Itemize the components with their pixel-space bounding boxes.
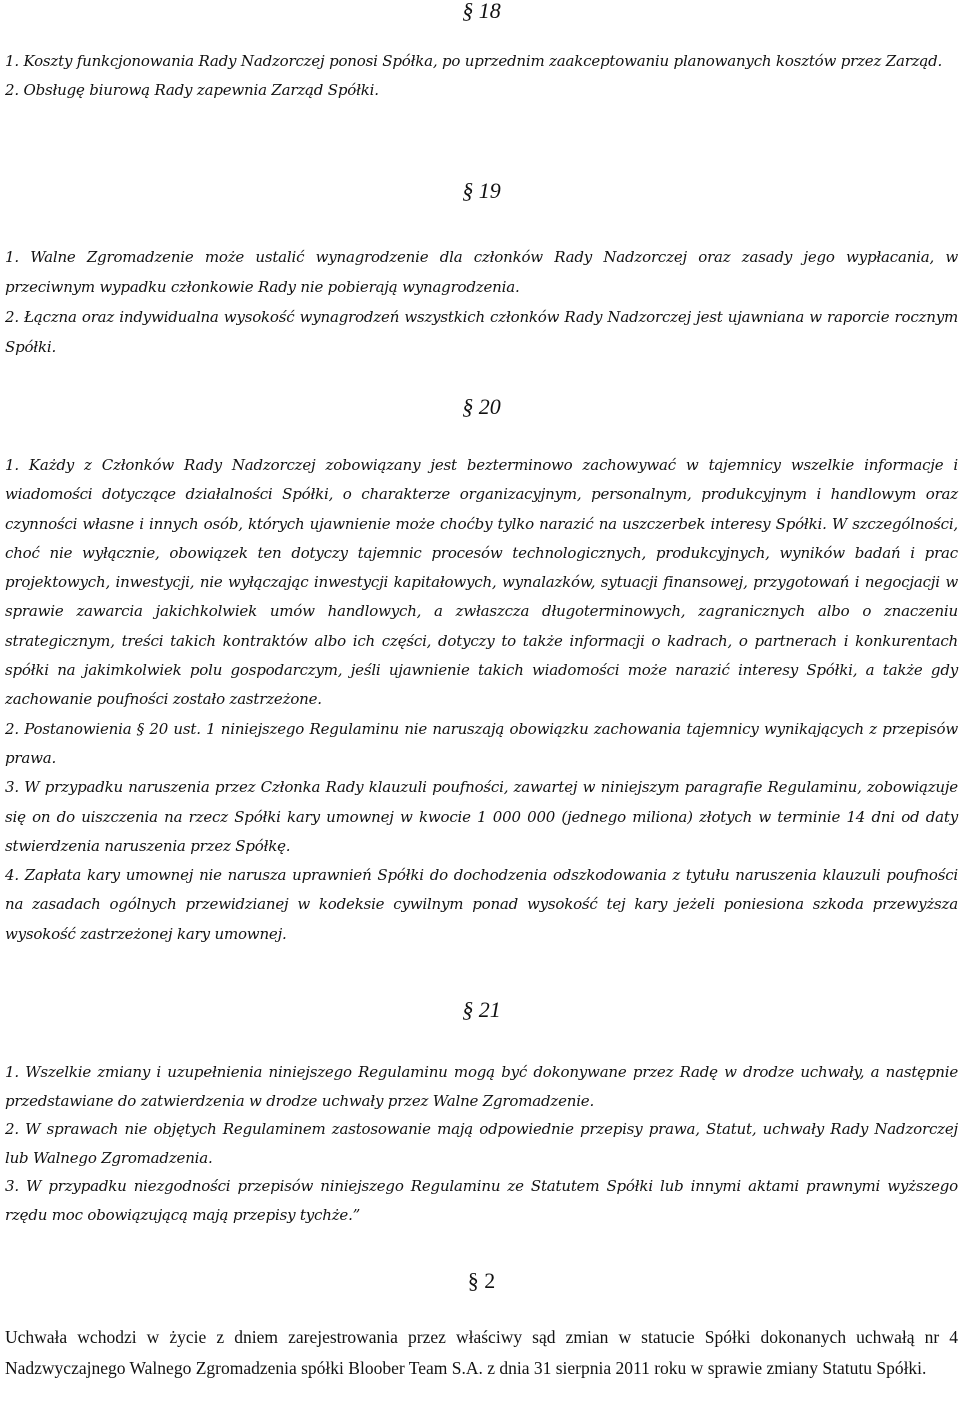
paragraph: 1. Koszty funkcjonowania Rady Nadzorczej ponosi Spółka, po uprzednim zaakceptowaniu planowanych kosztów przez Zarząd. (5, 52, 943, 70)
paragraph: 2. Postanowienia § 20 ust. 1 niniejszego Regulaminu nie naruszają obowiązku zachowania tajemnicy wynikających z przepisów prawa. (5, 719, 958, 767)
paragraph: 2. W sprawach nie objętych Regulaminem zastosowanie mają odpowiednie przepisy prawa, Statut, uchwały Rady Nadzorczej lub Walnego Zgromadzenia. (5, 1120, 958, 1167)
section-heading-18: § 18 (462, 0, 501, 23)
section-heading-20: § 20 (462, 394, 501, 419)
paragraph: 3. W przypadku niezgodności przepisów niniejszego Regulaminu ze Statutem Spółki lub innymi aktami prawnymi wyższego rzędu moc obowiązującą mają przepisy tychże.” (5, 1177, 958, 1224)
section-21-body (5, 1058, 958, 1229)
section-20-body (5, 451, 958, 949)
paragraph: 2. Obsługę biurową Rady zapewnia Zarząd Spółki. (5, 81, 379, 100)
section-2-body (5, 1322, 958, 1384)
section-18-body (5, 47, 958, 105)
section-19-body (5, 242, 958, 362)
section-heading-2: § 2 (467, 1268, 496, 1293)
section-heading-19: § 19 (462, 178, 501, 203)
paragraph: 2. Łączna oraz indywidualna wysokość wynagrodzeń wszystkich członków Rady Nadzorczej jest ujawniana w raporcie rocznym Spółki. (5, 308, 958, 357)
paragraph: 1. Wszelkie zmiany i uzupełnienia niniejszego Regulaminu mogą być dokonywane przez Radę w drodze uchwały, a następnie przedstawiane do zatwierdzenia w drodze uchwały przez Walne Zgromadzenie. (5, 1063, 958, 1110)
paragraph: 3. W przypadku naruszenia przez Członka Rady klauzuli poufności, zawartej w niniejszym paragrafie Regulaminu, zobowiązuje się on do uiszczenia na rzecz Spółki kary umownej w kwocie 1 000 000 (jednego miliona) złotych w terminie 14 dni od daty stwierdzenia naruszenia przez Spółkę. (5, 778, 958, 855)
paragraph: 1. Walne Zgromadzenie może ustalić wynagrodzenie dla członków Rady Nadzorczej oraz zasady jego wypłacania, w przeciwnym wypadku członkowie Rady nie pobierają wynagrodzenia. (5, 248, 958, 297)
paragraph: 1. Każdy z Członków Rady Nadzorczej zobowiązany jest bezterminowo zachowywać w tajemnicy wszelkie informacje i wiadomości dotyczące działalności Spółki, o charakterze organizacyjnym, personalnym, produkcyjnym i handlowym oraz czynności własne i innych osób, których ujawnienie może choćby tylko narazić na uszczerbek interesy Spółki. W szczególności, choć nie wyłącznie, obowiązek ten dotyczy tajemnic procesów technologicznych, produkcyjnych, wyników badań i prac projektowych, inwestycji, nie wyłączając inwestycji kapitałowych, wynalazków, sytuacji finansowej, przygotowań i negocjacji w sprawie zawarcia jakichkolwiek umów handlowych, a zwłaszcza długoterminowych, zagranicznych albo o znaczeniu strategicznym, treści takich kontraktów albo ich części, dotyczy to także informacji o kadrach, o partnerach i konkurentach spółki na jakimkolwiek polu gospodarczym, jeśli ujawnienie takich wiadomości może narazić interesy Spółki, a także gdy zachowanie poufności zostało zastrzeżone. (5, 456, 958, 709)
section-heading-21: § 21 (462, 997, 501, 1022)
paragraph: Uchwała wchodzi w życie z dniem zarejestrowania przez właściwy sąd zmian w statucie Spółki dokonanych uchwałą nr 4 Nadzwyczajnego Walnego Zgromadzenia spółki Bloober Team S.A. z dnia 31 sierpnia 2011 roku w sprawie zmiany Statutu Spółki. (5, 1327, 958, 1378)
paragraph: 4. Zapłata kary umownej nie narusza uprawnień Spółki do dochodzenia odszkodowania z tytułu naruszenia klauzuli poufności na zasadach ogólnych przewidzianej w kodeksie cywilnym ponad wysokość tej kary jeżeli poniesiona szkoda przewyższa wysokość zastrzeżonej kary umownej. (5, 866, 958, 943)
